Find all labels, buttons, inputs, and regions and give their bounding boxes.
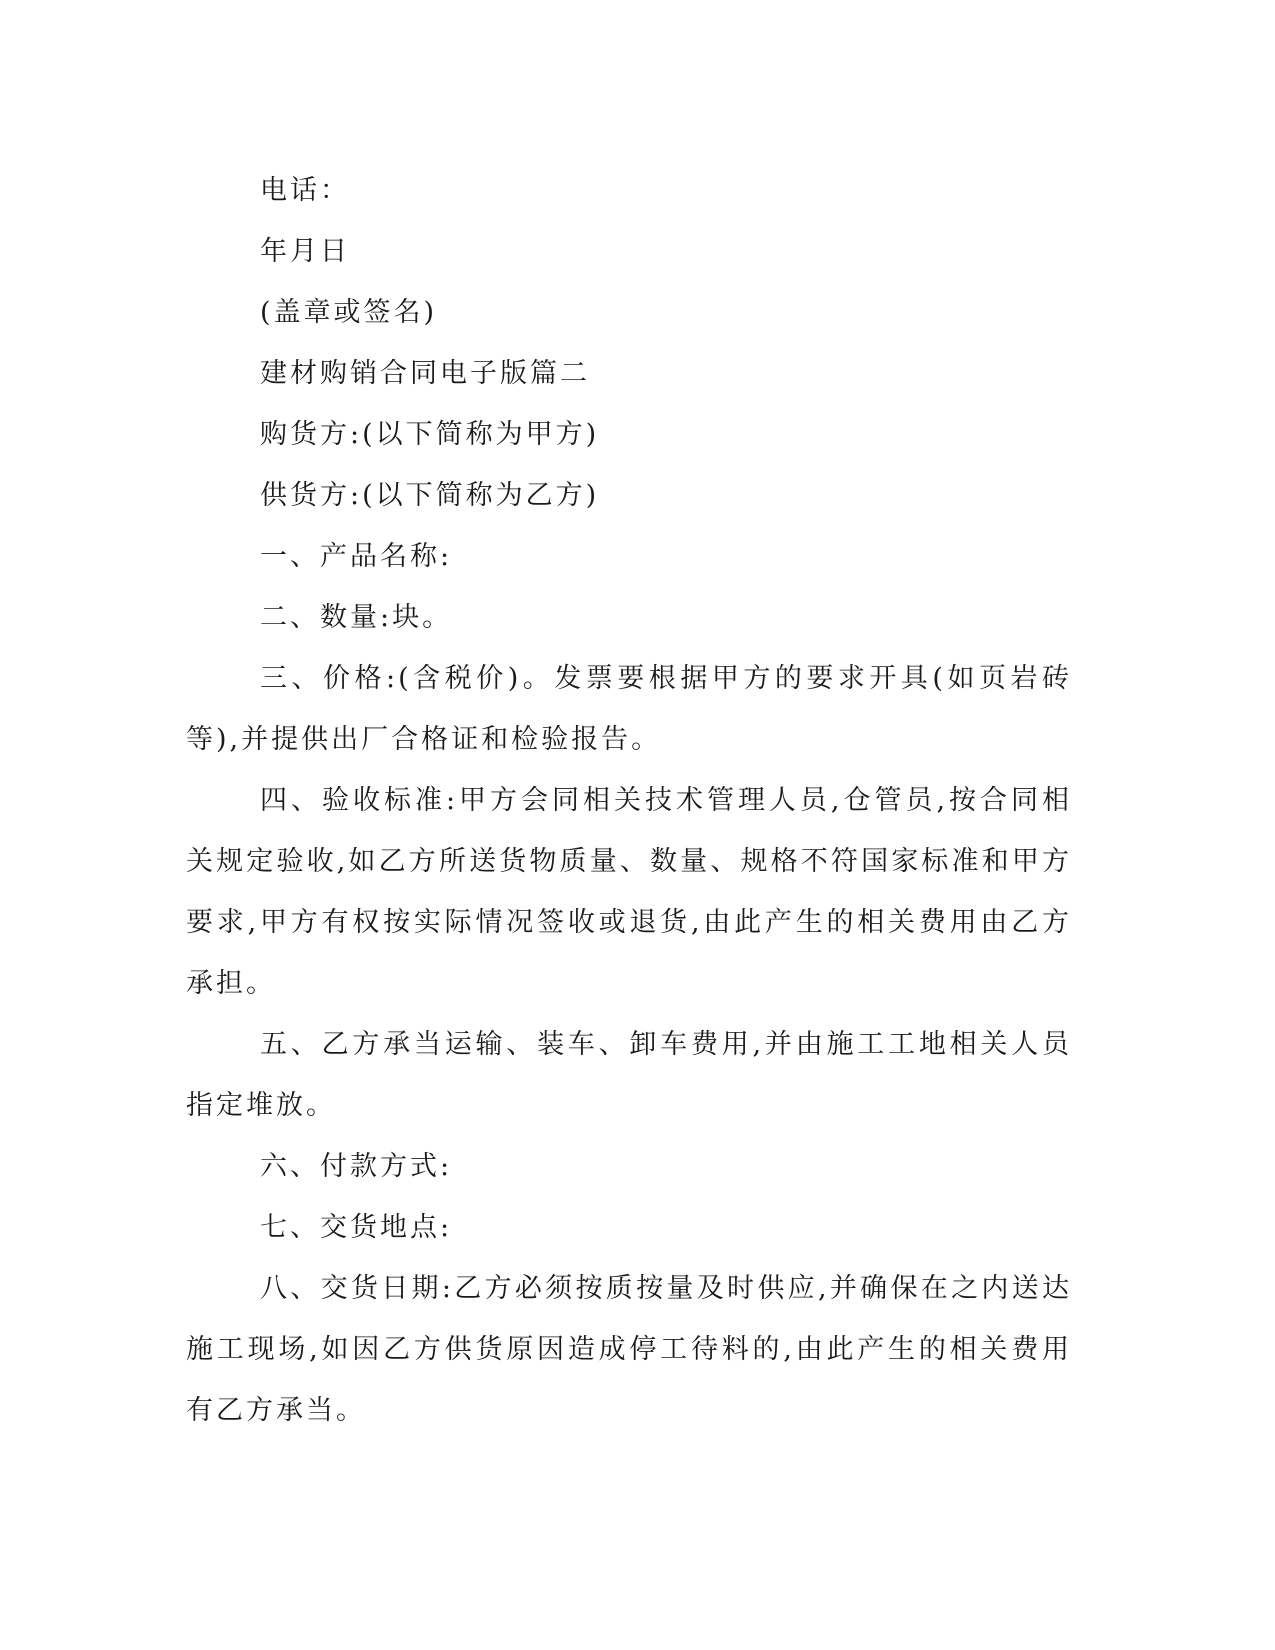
clause-8-delivery-date: 八、交货日期:乙方必须按质按量及时供应,并确保在之内送达施工现场,如因乙方供货原因造成停工待料的,由此产生的相关费用有乙方承当。 — [186, 1273, 1072, 1426]
date-line: 年月日 — [260, 236, 350, 267]
clause-7-delivery-place: 七、交货地点: — [260, 1212, 453, 1243]
section-title: 建材购销合同电子版篇二 — [260, 358, 590, 389]
clause-5-transport: 五、乙方承当运输、装车、卸车费用,并由施工工地相关人员指定堆放。 — [186, 1029, 1072, 1121]
seal-signature-line: (盖章或签名) — [260, 297, 438, 328]
clause-1-product-name: 一、产品名称: — [260, 541, 453, 572]
buyer-line: 购货方:(以下简称为甲方) — [260, 419, 600, 450]
clause-2-quantity: 二、数量:块。 — [260, 602, 453, 633]
supplier-line: 供货方:(以下简称为乙方) — [260, 480, 600, 511]
clause-4-acceptance: 四、验收标准:甲方会同相关技术管理人员,仓管员,按合同相关规定验收,如乙方所送货物质量、数量、规格不符国家标准和甲方要求,甲方有权按实际情况签收或退货,由此产生的相关费用由乙方承担。 — [186, 785, 1072, 999]
document-body — [186, 160, 1072, 1441]
phone-line: 电话： — [260, 175, 350, 206]
clause-3-price: 三、价格:(含税价)。发票要根据甲方的要求开具(如页岩砖等),并提供出厂合格证和检验报告。 — [186, 663, 1072, 755]
clause-6-payment: 六、付款方式: — [260, 1151, 453, 1182]
